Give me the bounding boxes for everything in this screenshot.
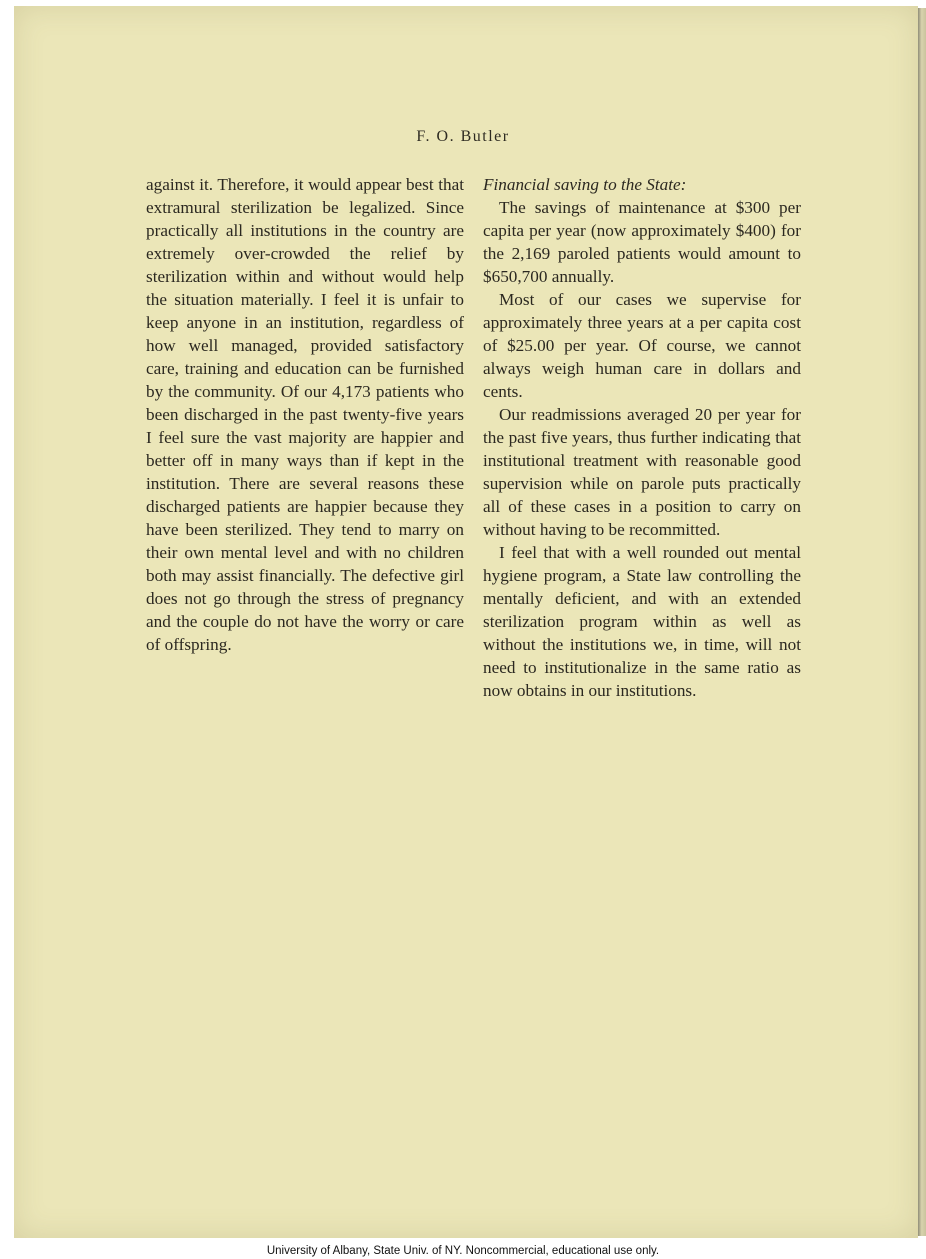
section-title: Financial saving to the State: [483,175,687,194]
right-column [483,173,801,702]
archive-credit: University of Albany, State Univ. of NY. Noncommercial, educational use only. [266,1245,660,1257]
body-paragraph: Our readmissions averaged 20 per year for the past five years, thus further indicating that institutional treatment with reasonable good supervision while on parole puts practically all of these cases in a position to carry on without having to be recommitted. [483,405,801,539]
left-column [146,173,464,656]
body-paragraph: I feel that with a well rounded out mental hygiene program, a State law controlling the mentally deficient, and with an extended sterilization program within as well as without the institutions we, in time, will not need to institutionalize in the same ratio as now obtains in our institutions. [483,543,801,700]
body-paragraph: The savings of maintenance at $300 per capita per year (now approximately $400) for the 2,169 paroled patients would amount to $650,700 annually. [483,198,801,286]
running-head: F. O. Butler [416,128,510,145]
body-paragraph: against it. Therefore, it would appear best that extramural sterilization be legalized. Since practically all institutions in the country are extremely over-crowded the relief by sterilization within and without would help the situation materially. I feel it is unfair to keep anyone in an institution, regardless of how well managed, provided satisfactory care, training and education can be furnished by the community. Of our 4,173 patients who been discharged in the past twenty-five years I feel sure the vast majority are happier and better off in many ways than if kept in the institution. There are several reasons these discharged patients are happier because they have been sterilized. They tend to marry on their own mental level and with no children both may assist financially. The defective girl does not go through the stress of pregnancy and the couple do not have the worry or care of offspring. [146,175,464,654]
page-edge [918,8,926,1236]
body-paragraph: Most of our cases we supervise for approximately three years at a per capita cost of $25.00 per year. Of course, we cannot always weigh human care in dollars and cents. [483,290,801,401]
